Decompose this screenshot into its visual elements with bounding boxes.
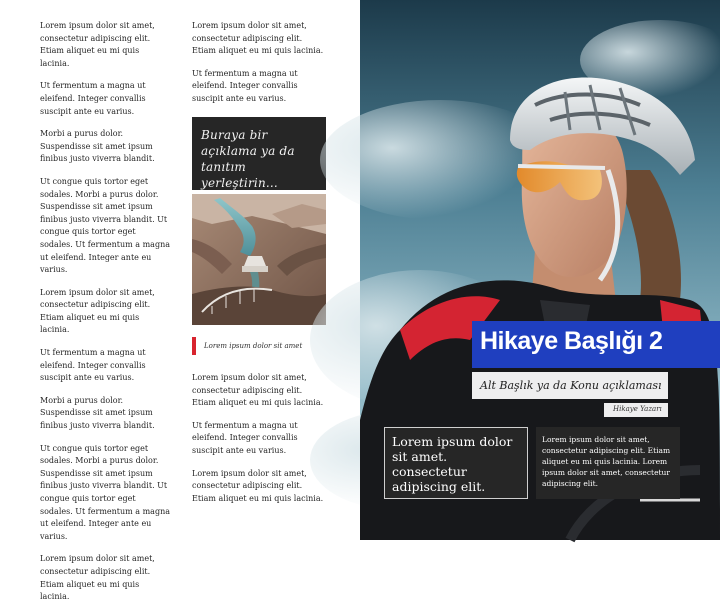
paragraph: Lorem ipsum dolor sit amet, consectetur adipiscing elit. Etiam aliquet eu mi quis lacinia. [192, 21, 324, 56]
paragraph: Ut fermentum a magna ut eleifend. Integer convallis suscipit ante eu varius. [40, 348, 146, 383]
paragraph: Lorem ipsum dolor sit amet, consectetur adipiscing elit. Etiam aliquet eu mi quis lacinia. [40, 21, 155, 68]
paragraph: Ut fermentum a magna ut eleifend. Integer convallis suscipit ante eu varius. [192, 420, 298, 455]
story-author: Hikaye Yazarı [613, 405, 662, 413]
paragraph: Morbi a purus dolor. Suspendisse sit amet ipsum finibus justo viverra blandit. [40, 129, 155, 164]
middle-text-column-lower [192, 372, 324, 515]
story-subtitle: Alt Başlık ya da Konu açıklaması [480, 379, 662, 392]
story-title: Hikaye Başlığı 2 [480, 327, 663, 355]
paragraph: Ut fermentum a magna ut eleifend. Integer convallis suscipit ante eu varius. [40, 81, 146, 116]
dam-photo [192, 194, 326, 325]
paragraph: Ut fermentum a magna ut eleifend. Integer convallis suscipit ante eu varius. [192, 68, 298, 103]
caption-accent-bar [192, 337, 196, 355]
dam-landscape-image [192, 194, 326, 325]
paragraph: Lorem ipsum dolor sit amet, consectetur adipiscing elit. Etiam aliquet eu mi quis lacinia. [40, 554, 155, 602]
left-text-column [40, 20, 170, 614]
paragraph: Ut congue quis tortor eget sodales. Morbi a purus dolor. Suspendisse sit amet ipsum finibus justo viverra blandit. Ut congue quis tortor eget sodales. Ut fermentum a magna ut eleifend. Integer ante eu varius. [40, 176, 170, 275]
middle-text-column [192, 20, 324, 116]
paragraph: Ut congue quis tortor eget sodales. Morbi a purus dolor. Suspendisse sit amet ipsum finibus justo viverra blandit. Ut congue quis tortor eget sodales. Ut fermentum a magna ut eleifend. Integer ante eu varius. [40, 443, 170, 541]
paragraph: Lorem ipsum dolor sit amet, consectetur adipiscing elit. Etiam aliquet eu mi quis lacinia. [192, 468, 324, 503]
quote-box: Lorem ipsum dolor sit amet. consectetur adipiscing elit. [384, 427, 528, 499]
paragraph: Lorem ipsum dolor sit amet, consectetur adipiscing elit. Etiam aliquet eu mi quis lacinia. [40, 287, 155, 335]
paragraph: Morbi a purus dolor. Suspendisse sit amet ipsum finibus justo viverra blandit. [40, 395, 155, 431]
paragraph: Lorem ipsum dolor sit amet, consectetur adipiscing elit. Etiam aliquet eu mi quis lacinia. [192, 373, 324, 408]
info-box: Lorem ipsum dolor sit amet, consectetur adipiscing elit. Etiam aliquet eu mi quis lacinia. Lorem ipsum dolor sit amet, consectetur adipiscing elit. [536, 427, 680, 499]
photo-caption: Lorem ipsum dolor sit amet [204, 342, 303, 350]
pull-quote-box: Buraya bir açıklama ya da tanıtım yerleştirin... [192, 117, 326, 190]
